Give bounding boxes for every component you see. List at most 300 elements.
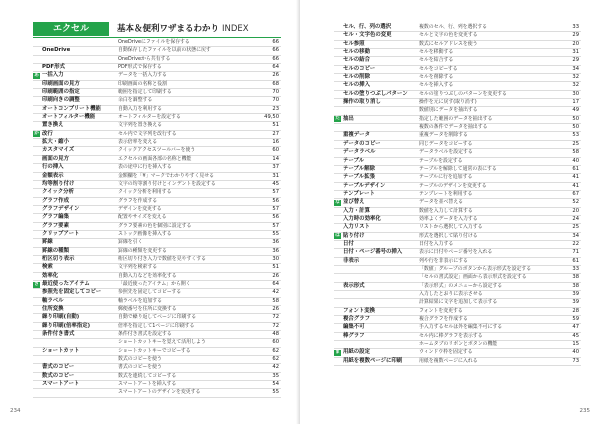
index-page-number: 24 xyxy=(572,215,579,222)
index-term: スマートアート xyxy=(42,381,80,388)
index-page-number: 72 xyxy=(272,314,279,321)
index-description: 自動入力を利用する xyxy=(118,105,163,112)
index-page-number: 31 xyxy=(572,49,579,56)
index-description: セルと文字の色を変更する xyxy=(419,32,478,39)
index-row xyxy=(334,283,581,291)
index-title xyxy=(117,22,249,36)
index-description: 複数の条件でデータを抽出する xyxy=(419,124,488,131)
index-page-number: 40 xyxy=(572,157,579,164)
index-term: 表示形式 xyxy=(343,282,365,289)
index-description: クイック分析を利用する xyxy=(118,189,172,196)
index-row xyxy=(334,132,581,140)
index-page-number: 26 xyxy=(272,72,279,79)
index-description: ホームタブのリボンとボタンの機能 xyxy=(419,341,498,348)
section-marker: は xyxy=(335,233,340,239)
excel-badge: エクセル xyxy=(33,22,109,36)
index-page-number: 33 xyxy=(572,24,579,30)
header-rule xyxy=(33,37,281,38)
index-row xyxy=(334,41,581,49)
index-row xyxy=(334,358,581,366)
index-page-number: 36 xyxy=(272,239,279,246)
index-row xyxy=(33,389,281,397)
index-description: 自動入力などを効率化する xyxy=(118,272,177,279)
index-description: 倍率を指定して1ページに印刷する xyxy=(118,322,195,329)
index-page-number: 39 xyxy=(572,299,579,306)
index-term: オートフィルター機能 xyxy=(42,114,96,121)
index-page-number: 60 xyxy=(272,147,279,154)
index-row xyxy=(33,198,281,206)
index-term: 日付 xyxy=(343,240,354,247)
index-page-number: 56 xyxy=(272,197,279,204)
index-title-main: 基本＆便利ワザまるわかり xyxy=(117,24,220,34)
index-row xyxy=(33,273,281,281)
index-row xyxy=(33,72,281,80)
index-page-number: 16 xyxy=(272,139,279,146)
index-row xyxy=(334,216,581,224)
index-page-number: 14 xyxy=(272,155,279,162)
index-term: データのコピー xyxy=(343,140,381,147)
index-description: セル内に棒グラフを表示する xyxy=(419,332,483,339)
index-term: 条件付き書式 xyxy=(42,331,75,338)
index-page-number: 70 xyxy=(272,97,279,104)
index-row xyxy=(33,164,281,172)
index-term: セル、行、列の選択 xyxy=(343,24,392,30)
index-description: OneDriveから共有する xyxy=(118,55,171,62)
index-description: OneDriveにファイルを保存する xyxy=(118,39,190,45)
index-description: 「セルの書式設定」画面から表示形式を設定する xyxy=(419,274,527,281)
index-page-number: 48 xyxy=(272,331,279,338)
index-row xyxy=(334,191,581,199)
index-row xyxy=(334,49,581,57)
index-row xyxy=(334,107,581,115)
index-page-number: 29 xyxy=(572,32,579,39)
index-page-number: 71 xyxy=(572,249,579,256)
index-term: グラフ作成 xyxy=(42,197,69,204)
index-page-number: 35 xyxy=(272,372,279,379)
page-number-left: 234 xyxy=(10,408,21,414)
index-row xyxy=(33,181,281,189)
index-term: セル参照 xyxy=(343,40,365,47)
index-page-number: 34 xyxy=(572,232,579,239)
index-row xyxy=(33,97,281,105)
index-description: 自動で繰り返してページに印刷する xyxy=(118,314,197,321)
index-page-number: 54 xyxy=(272,381,279,388)
index-description: PDF形式で保存する xyxy=(118,64,162,71)
index-description: ストック画像を挿入する xyxy=(118,230,172,237)
index-description: 数値別にデータを抽出する xyxy=(419,107,478,114)
index-page-number: 30 xyxy=(272,255,279,262)
index-description: 複合グラフを作成する xyxy=(419,316,468,323)
index-description: 列や行を非表示にする xyxy=(419,257,468,264)
index-row xyxy=(334,233,581,241)
index-row xyxy=(33,81,281,89)
index-row xyxy=(33,147,281,155)
index-row xyxy=(33,373,281,381)
index-page-number: 32 xyxy=(572,74,579,81)
index-description: セルを結合する xyxy=(419,57,454,64)
index-description: 文字の均等割り付けとインデントを設定する xyxy=(118,180,216,187)
index-page-number: 31 xyxy=(272,172,279,179)
index-row xyxy=(334,258,581,266)
index-page-number: 49 xyxy=(572,107,579,114)
index-term: セルの挿入 xyxy=(343,82,370,89)
index-row xyxy=(33,239,281,247)
index-description: テーブルに行を追加する xyxy=(419,174,473,181)
index-page-number: 17 xyxy=(572,99,579,106)
index-description: 同じデータをコピーする xyxy=(419,140,473,147)
index-row xyxy=(33,364,281,372)
index-page-number: 38 xyxy=(572,282,579,289)
section-marker: な xyxy=(335,199,340,205)
index-page-number: 45 xyxy=(572,332,579,339)
index-row xyxy=(33,173,281,181)
index-page-number: 30 xyxy=(572,90,579,97)
index-description: リストから選択して入力する xyxy=(419,224,483,231)
index-row xyxy=(334,249,581,257)
index-row xyxy=(33,323,281,331)
index-description: テーブルのデザインを変更する xyxy=(419,182,487,189)
index-row xyxy=(334,174,581,182)
index-description: 用紙を複数ページに入れる xyxy=(419,357,478,364)
index-term: 繰り印刷(倍率指定) xyxy=(42,322,91,329)
index-row xyxy=(33,122,281,130)
index-description: 「数値」グループのボタンから表示形式を設定する xyxy=(419,265,532,272)
index-description: 罫線の種類を変更する xyxy=(118,247,167,254)
index-page-number: 57 xyxy=(272,189,279,196)
index-term: ショートカット xyxy=(42,347,80,354)
index-page-number: 45 xyxy=(272,180,279,187)
index-page-number: 36 xyxy=(272,247,279,254)
index-page-number: 38 xyxy=(572,274,579,281)
index-term: 編集不可 xyxy=(343,324,365,331)
index-page-number: 51 xyxy=(272,264,279,271)
index-description: 余白を調整する xyxy=(118,97,153,104)
index-description: 軸ラベルを追加する xyxy=(118,297,163,304)
index-page-number: 26 xyxy=(272,272,279,279)
index-row xyxy=(334,149,581,157)
index-term: 拡大・縮小 xyxy=(42,139,69,146)
index-row xyxy=(33,348,281,356)
index-page-number: 56 xyxy=(272,214,279,221)
index-description: セルを移動する xyxy=(419,49,454,56)
section-marker: あ xyxy=(34,73,39,79)
index-row xyxy=(334,141,581,149)
index-term: カスタマイズ xyxy=(42,147,75,154)
index-page-number: 58 xyxy=(272,297,279,304)
index-page-number: 33 xyxy=(572,265,579,272)
index-term: OneDrive xyxy=(42,47,71,54)
index-term: 印刷向きの調整 xyxy=(42,97,80,104)
index-page-number: 66 xyxy=(272,55,279,62)
index-row xyxy=(334,224,581,232)
index-term: 書式のコピー xyxy=(42,364,75,371)
index-page-number: 62 xyxy=(272,356,279,363)
index-description: 指定した範囲のデータを抽出する xyxy=(419,115,493,122)
index-term: データラベル xyxy=(343,149,376,156)
index-description: 数式を連続してコピーする xyxy=(118,372,177,379)
index-description: 「最近使ったアイテム」から開く xyxy=(118,280,191,287)
index-description: セルをコピーする xyxy=(419,65,458,72)
index-term: 貼り付け xyxy=(343,232,365,239)
index-term: 非表示 xyxy=(343,257,360,264)
index-page-number: 41 xyxy=(572,174,579,181)
index-row xyxy=(33,298,281,306)
index-term: 用紙の設定 xyxy=(343,349,370,356)
index-page-number: 62 xyxy=(272,347,279,354)
index-description: 効率よくデータを入力する xyxy=(419,215,478,222)
index-description: グラフ要素の色を個別に設定する xyxy=(118,222,192,229)
index-row xyxy=(334,199,581,207)
index-term: クイック分析 xyxy=(42,189,74,196)
index-row xyxy=(334,308,581,316)
index-page-number: 55 xyxy=(272,230,279,237)
index-page-number: 64 xyxy=(272,64,279,71)
index-description: データを並べ替える xyxy=(419,199,464,206)
index-row xyxy=(33,289,281,297)
index-page-number: 72 xyxy=(272,322,279,329)
right-index-list xyxy=(334,24,581,366)
index-page-number: 42 xyxy=(272,364,279,371)
index-row xyxy=(33,156,281,164)
index-term: 繰り印刷(自動) xyxy=(42,314,80,321)
index-term: 入力時の効率化 xyxy=(343,215,381,222)
index-description: 入力したとおりに表示させる xyxy=(419,291,483,297)
index-page-number: 25 xyxy=(572,224,579,231)
index-term: 入力リスト xyxy=(343,224,370,231)
index-row xyxy=(334,208,581,216)
index-term: PDF形式 xyxy=(42,64,65,71)
index-page-number: 66 xyxy=(272,47,279,54)
index-page-number: 67 xyxy=(572,190,579,197)
index-row xyxy=(33,189,281,197)
index-description: 桁区切り付き入力で数値を見やすくする xyxy=(118,255,207,262)
index-row xyxy=(334,166,581,174)
index-page-number: 55 xyxy=(272,389,279,396)
index-description: オートフィルターを設定する xyxy=(118,114,181,121)
index-term: セルの削除 xyxy=(343,74,370,81)
index-row xyxy=(334,158,581,166)
index-term: 数式のコピー xyxy=(42,372,75,379)
index-term: 置き換え xyxy=(42,122,64,129)
index-term: フォント変換 xyxy=(343,307,376,314)
index-description: ショートカットキーでコピーする xyxy=(118,347,191,354)
index-row xyxy=(334,82,581,90)
index-description: スマートアートを挿入する xyxy=(118,381,177,388)
index-row xyxy=(334,57,581,65)
index-page-number: 40 xyxy=(572,349,579,356)
index-row xyxy=(334,66,581,74)
index-page-number: 20 xyxy=(572,40,579,47)
index-term: テンプレート xyxy=(343,190,375,197)
index-description: 条件付き書式を設定する xyxy=(118,331,172,338)
index-description: 範囲を指定して印刷する xyxy=(118,89,172,96)
index-row xyxy=(334,274,581,282)
index-page-number: 58 xyxy=(572,149,579,156)
index-term: 画面の見方 xyxy=(42,155,69,162)
index-term: 入力・計算 xyxy=(343,207,370,214)
index-term: 重複データ xyxy=(343,132,370,139)
index-term: 一括入力 xyxy=(42,72,64,79)
index-term: グラフ要素 xyxy=(42,222,69,229)
index-row xyxy=(334,333,581,341)
index-page-number: 37 xyxy=(272,164,279,171)
index-page-number: 34 xyxy=(572,65,579,72)
index-description: 自動保存したファイルを以前の状態に戻す xyxy=(118,47,211,54)
index-term: 金額表示 xyxy=(42,172,64,179)
index-term: テーブル拡張 xyxy=(343,174,375,181)
index-page-number: 28 xyxy=(572,307,579,314)
index-row xyxy=(33,231,281,239)
index-term: 操作の取り消し xyxy=(343,99,381,106)
index-page-number: 61 xyxy=(572,165,579,172)
index-description: 表の途中に行を挿入する xyxy=(118,164,172,171)
index-title-index: INDEX xyxy=(221,24,249,34)
index-page-number: 32 xyxy=(572,82,579,89)
index-page-number: 59 xyxy=(572,316,579,323)
index-term: セルの結合 xyxy=(343,57,370,64)
index-row xyxy=(334,116,581,124)
index-term: グラフ編集 xyxy=(42,214,69,221)
index-description: セル内で文字列を改行する xyxy=(118,130,177,137)
index-term: テーブルデザイン xyxy=(343,182,386,189)
index-page-number: 50 xyxy=(572,124,579,131)
index-term: 印刷範囲の指定 xyxy=(42,89,80,96)
index-page-number: 51 xyxy=(272,122,279,129)
index-row xyxy=(33,339,281,347)
index-row xyxy=(33,248,281,256)
section-marker: た xyxy=(335,116,340,122)
index-page-number: 47 xyxy=(572,324,579,331)
index-row xyxy=(334,299,581,307)
index-description: データを一括入力する xyxy=(118,72,167,79)
index-page-number: 49,50 xyxy=(264,114,279,121)
index-page-number: 27 xyxy=(272,130,279,137)
index-row xyxy=(33,106,281,114)
index-page-number: 70 xyxy=(272,89,279,96)
index-term: 印刷画面の見方 xyxy=(42,80,80,87)
index-description: 金額欄を「¥」マークでわかりやすく見せる xyxy=(118,172,215,179)
index-term: テーブル解除 xyxy=(343,165,375,172)
index-description: 表示に日付やページ番号を入れる xyxy=(419,249,493,256)
index-row xyxy=(334,183,581,191)
index-description: 数式のコピーを使う xyxy=(118,356,162,363)
index-term: 効率化 xyxy=(42,272,59,279)
index-term: 検索 xyxy=(42,264,53,271)
index-description: 文字列を置き換える xyxy=(118,122,163,129)
index-description: 罫線を引く xyxy=(118,239,143,246)
index-page-number: 22 xyxy=(572,240,579,247)
index-description: 配置やサイズを変える xyxy=(118,214,167,221)
section-marker: さ xyxy=(34,281,39,287)
index-term: オートコンプリート機能 xyxy=(42,105,101,112)
index-row xyxy=(334,91,581,99)
index-term: 抽出 xyxy=(343,115,354,122)
index-description: 計算結果に文字を追加して表示する xyxy=(419,299,498,306)
index-page-number: 52 xyxy=(572,199,579,206)
index-description: セルを削除する xyxy=(419,74,454,81)
index-page-number: 64 xyxy=(272,280,279,287)
index-header xyxy=(33,22,281,36)
index-page-number: 15 xyxy=(572,341,579,348)
index-term: テーブル xyxy=(343,157,365,164)
index-term: 複合グラフ xyxy=(343,316,370,323)
index-row xyxy=(334,74,581,82)
index-term: 並び替え xyxy=(343,199,365,206)
index-term: クリップアート xyxy=(42,230,80,237)
index-row xyxy=(334,349,581,357)
index-term: セル・文字色の変更 xyxy=(343,32,392,39)
index-description: セルの塗りつぶしのパターンを変更する xyxy=(419,90,507,97)
index-term: 用紙を複数ページに印刷 xyxy=(343,357,403,364)
index-description: 印刷画面の名称と役割 xyxy=(118,80,167,87)
index-row xyxy=(33,223,281,231)
index-description: デザインを変更する xyxy=(118,205,162,212)
index-term: 参照先を固定してコピー xyxy=(42,289,102,296)
index-row xyxy=(33,256,281,264)
index-row xyxy=(33,56,281,64)
index-term: 桁区切り表示 xyxy=(42,255,75,262)
index-row xyxy=(33,264,281,272)
index-description: 形式を選択して貼り付ける xyxy=(419,232,478,239)
index-page-number: 53 xyxy=(572,132,579,139)
index-term: セルのコピー xyxy=(343,65,376,72)
index-row xyxy=(33,314,281,322)
index-page-number: 68 xyxy=(272,80,279,87)
index-description: 「表示形式」のメニューから設定する xyxy=(419,282,503,289)
index-term: 均等割り付け xyxy=(42,180,75,187)
index-term: セルの塗りつぶしパターン xyxy=(343,90,408,97)
index-page-number: 23 xyxy=(272,105,279,112)
index-term: 住所変換 xyxy=(42,306,64,312)
index-description: テーブルを設定する xyxy=(419,157,463,164)
index-description: 文字列を検索する xyxy=(118,264,158,271)
index-description: 郵便番号を住所に変換する xyxy=(118,306,177,312)
index-page-number: 25 xyxy=(572,140,579,147)
index-term: 日付・ページ番号の挿入 xyxy=(343,249,403,256)
index-term: 軸ラベル xyxy=(42,297,64,304)
index-page-number: 39 xyxy=(572,291,579,297)
index-description: 重複データを削除する xyxy=(419,132,468,139)
index-description: エクセルの画面各部の名称と機能 xyxy=(118,155,192,162)
index-description: データラベルを設定する xyxy=(419,149,473,156)
index-description: テンプレートを利用する xyxy=(419,190,473,197)
index-page-number: 73 xyxy=(572,357,579,364)
section-marker: か xyxy=(34,131,39,137)
page-number-right: 235 xyxy=(579,408,590,414)
index-row xyxy=(33,214,281,222)
index-description: フォントを変更する xyxy=(419,307,463,314)
index-page-number: 57 xyxy=(272,205,279,212)
index-description: ウィンドウ枠を固定する xyxy=(419,349,473,356)
index-description: ショートカットキーを覚えて活用しよう xyxy=(118,339,206,346)
index-description: グラフを作成する xyxy=(118,197,158,204)
index-description: テーブルを解除して通常の表にする xyxy=(419,165,497,172)
index-description: セルを挿入する xyxy=(419,82,454,89)
index-description: 表示倍率を変える xyxy=(118,139,158,146)
right-page xyxy=(300,0,600,424)
index-term: セルの移動 xyxy=(343,49,370,56)
index-description: 手入力するセルは外を編集不可にする xyxy=(419,324,503,331)
index-row xyxy=(33,206,281,214)
index-term: 罫線 xyxy=(42,239,53,246)
index-page-number: 61 xyxy=(572,257,579,264)
left-index-list xyxy=(33,39,281,398)
index-page-number: 42 xyxy=(272,289,279,296)
index-term: 最近使ったアイテム xyxy=(42,280,90,287)
index-description: 数値を入力して計算する xyxy=(419,207,473,214)
index-page-number: 50 xyxy=(572,115,579,122)
index-page-number: 57 xyxy=(272,222,279,229)
